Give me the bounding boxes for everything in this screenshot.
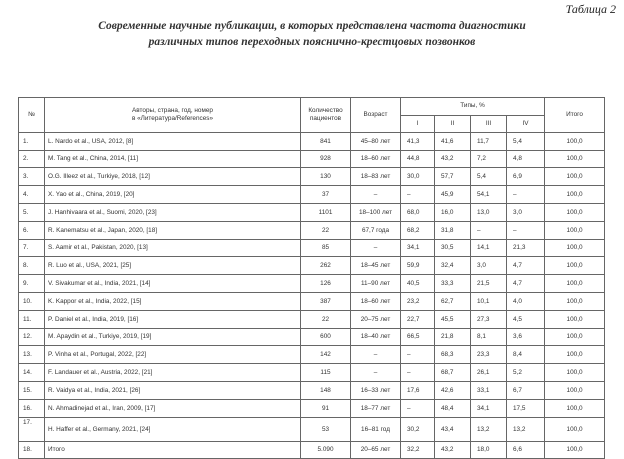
row-type-iii: 11,7 <box>471 132 507 150</box>
row-total: 100,0 <box>545 364 605 382</box>
table-row <box>19 203 605 221</box>
row-type-iii: 13,2 <box>471 417 507 441</box>
row-total: 100,0 <box>545 257 605 275</box>
row-authors: P. Daniel et al., India, 2019, [16] <box>45 310 301 328</box>
row-type-iv: – <box>507 221 545 239</box>
row-type-iii: 26,1 <box>471 364 507 382</box>
row-type-iii: 23,3 <box>471 346 507 364</box>
row-type-iv: 6,6 <box>507 441 545 459</box>
row-patients: 1101 <box>301 203 351 221</box>
row-type-iii: 8,1 <box>471 328 507 346</box>
row-type-iv: 13,2 <box>507 417 545 441</box>
row-age: 11–90 лет <box>351 275 401 293</box>
row-type-i: – <box>401 346 435 364</box>
row-type-iv: 6,7 <box>507 381 545 399</box>
row-patients: 22 <box>301 221 351 239</box>
row-age: 20–65 лет <box>351 441 401 459</box>
row-type-iii: 34,1 <box>471 399 507 417</box>
table-row <box>19 257 605 275</box>
row-authors: K. Kappor et al., India, 2022, [15] <box>45 292 301 310</box>
row-patients: 600 <box>301 328 351 346</box>
row-number: 4. <box>19 186 45 204</box>
header-type-iii: III <box>471 115 507 132</box>
header-authors-line2: в «Литература/References» <box>131 114 214 122</box>
row-number: 15. <box>19 381 45 399</box>
header-authors <box>45 98 301 133</box>
row-type-iv: 4,7 <box>507 275 545 293</box>
row-number: 10. <box>19 292 45 310</box>
row-type-i: 68,0 <box>401 203 435 221</box>
header-patients-line1: Количество <box>308 106 343 114</box>
row-type-iv: 21,3 <box>507 239 545 257</box>
row-authors: S. Aamir et al., Pakistan, 2020, [13] <box>45 239 301 257</box>
row-type-iv: 8,4 <box>507 346 545 364</box>
row-type-iii: 7,2 <box>471 150 507 168</box>
row-type-ii: 43,2 <box>435 441 471 459</box>
row-number: 14. <box>19 364 45 382</box>
table-row <box>19 275 605 293</box>
row-total: 100,0 <box>545 150 605 168</box>
row-type-ii: 32,4 <box>435 257 471 275</box>
row-type-i: 22,7 <box>401 310 435 328</box>
title-line-1: Современные научные публикации, в которых представлена частота диагностики <box>98 20 526 32</box>
row-total: 100,0 <box>545 221 605 239</box>
row-age: 18–83 лет <box>351 168 401 186</box>
row-total: 100,0 <box>545 292 605 310</box>
table-row <box>19 346 605 364</box>
row-type-ii: 68,3 <box>435 346 471 364</box>
title-line-2: различных типов переходных пояснично-крестцовых позвонков <box>148 36 476 48</box>
row-total: 100,0 <box>545 346 605 364</box>
row-type-i: 41,3 <box>401 132 435 150</box>
row-authors: N. Ahmadinejad et al., Iran, 2009, [17] <box>45 399 301 417</box>
row-total: 100,0 <box>545 417 605 441</box>
row-type-iv: 3,0 <box>507 203 545 221</box>
row-age: 16–81 год <box>351 417 401 441</box>
row-type-ii: 62,7 <box>435 292 471 310</box>
row-type-ii: 16,0 <box>435 203 471 221</box>
row-type-iv: 4,8 <box>507 150 545 168</box>
table-row <box>19 132 605 150</box>
row-authors: O.G. Illeez et al., Turkiye, 2018, [12] <box>45 168 301 186</box>
table-row <box>19 417 605 441</box>
table-row <box>19 292 605 310</box>
table-row <box>19 150 605 168</box>
row-type-i: 44,8 <box>401 150 435 168</box>
row-age: 18–45 лет <box>351 257 401 275</box>
row-number: 2. <box>19 150 45 168</box>
row-type-iv: – <box>507 186 545 204</box>
row-authors: J. Hanhivaara et al., Suomi, 2020, [23] <box>45 203 301 221</box>
table-row <box>19 239 605 257</box>
table-title <box>40 18 584 50</box>
header-age: Возраст <box>351 98 401 133</box>
table-row <box>19 381 605 399</box>
row-type-iii: – <box>471 221 507 239</box>
row-type-ii: 48,4 <box>435 399 471 417</box>
table-body <box>19 132 605 459</box>
row-age: – <box>351 239 401 257</box>
row-authors: R. Kanematsu et al., Japan, 2020, [18] <box>45 221 301 239</box>
table-row <box>19 221 605 239</box>
row-authors: P. Vinha et al., Portugal, 2022, [22] <box>45 346 301 364</box>
row-type-iii: 27,3 <box>471 310 507 328</box>
row-age: 20–75 лет <box>351 310 401 328</box>
row-number: 17. <box>19 417 45 441</box>
publications-table-container <box>18 97 604 459</box>
row-number: 1. <box>19 132 45 150</box>
row-type-i: 23,2 <box>401 292 435 310</box>
row-age: 16–33 лет <box>351 381 401 399</box>
row-type-i: 30,0 <box>401 168 435 186</box>
row-age: – <box>351 364 401 382</box>
header-total: Итого <box>545 98 605 133</box>
row-authors: H. Haffer et al., Germany, 2021, [24] <box>45 417 301 441</box>
row-patients: 37 <box>301 186 351 204</box>
row-number: 13. <box>19 346 45 364</box>
header-patients <box>301 98 351 133</box>
row-type-i: 30,2 <box>401 417 435 441</box>
row-total: 100,0 <box>545 186 605 204</box>
row-age: 18–60 лет <box>351 292 401 310</box>
row-type-ii: 33,3 <box>435 275 471 293</box>
row-type-iv: 4,7 <box>507 257 545 275</box>
row-type-iv: 6,9 <box>507 168 545 186</box>
row-type-i: 17,6 <box>401 381 435 399</box>
row-total: 100,0 <box>545 381 605 399</box>
row-total: 100,0 <box>545 239 605 257</box>
row-number: 3. <box>19 168 45 186</box>
row-authors: M. Apaydin et al., Turkiye, 2019, [19] <box>45 328 301 346</box>
table-number-label: Таблица 2 <box>565 2 616 16</box>
row-type-iii: 10,1 <box>471 292 507 310</box>
table-row <box>19 186 605 204</box>
table-row <box>19 441 605 459</box>
row-type-ii: 43,2 <box>435 150 471 168</box>
row-type-ii: 30,5 <box>435 239 471 257</box>
row-authors: X. Yao et al., China, 2019, [20] <box>45 186 301 204</box>
row-type-i: – <box>401 399 435 417</box>
header-type-ii: II <box>435 115 471 132</box>
row-total: 100,0 <box>545 275 605 293</box>
row-type-ii: 57,7 <box>435 168 471 186</box>
row-age: 67,7 года <box>351 221 401 239</box>
row-type-iii: 21,5 <box>471 275 507 293</box>
row-total: 100,0 <box>545 328 605 346</box>
header-types: Типы, % <box>401 98 545 116</box>
row-number: 7. <box>19 239 45 257</box>
row-patients: 22 <box>301 310 351 328</box>
row-type-iii: 14,1 <box>471 239 507 257</box>
row-type-iii: 54,1 <box>471 186 507 204</box>
row-type-i: – <box>401 364 435 382</box>
row-authors: F. Landauer et al., Austria, 2022, [21] <box>45 364 301 382</box>
row-type-iv: 17,5 <box>507 399 545 417</box>
row-patients: 148 <box>301 381 351 399</box>
row-age: – <box>351 346 401 364</box>
row-number: 9. <box>19 275 45 293</box>
row-type-iv: 5,2 <box>507 364 545 382</box>
row-type-iv: 3,6 <box>507 328 545 346</box>
row-patients: 130 <box>301 168 351 186</box>
row-age: – <box>351 186 401 204</box>
table-row <box>19 310 605 328</box>
row-age: 18–40 лет <box>351 328 401 346</box>
row-patients: 5.090 <box>301 441 351 459</box>
row-number: 8. <box>19 257 45 275</box>
row-total: 100,0 <box>545 203 605 221</box>
row-patients: 91 <box>301 399 351 417</box>
row-authors: R. Luo et al., USA, 2021, [25] <box>45 257 301 275</box>
row-number: 18. <box>19 441 45 459</box>
row-number: 6. <box>19 221 45 239</box>
row-patients: 928 <box>301 150 351 168</box>
row-type-i: 32,2 <box>401 441 435 459</box>
row-age: 18–100 лет <box>351 203 401 221</box>
row-age: 45–80 лет <box>351 132 401 150</box>
publications-table <box>18 97 605 459</box>
row-type-i: 66,5 <box>401 328 435 346</box>
row-type-ii: 42,6 <box>435 381 471 399</box>
row-total: 100,0 <box>545 310 605 328</box>
row-authors: M. Tang et al., China, 2014, [11] <box>45 150 301 168</box>
row-number: 16. <box>19 399 45 417</box>
row-total: 100,0 <box>545 399 605 417</box>
row-type-ii: 21,8 <box>435 328 471 346</box>
row-type-iii: 5,4 <box>471 168 507 186</box>
row-type-iv: 4,5 <box>507 310 545 328</box>
row-type-i: 68,2 <box>401 221 435 239</box>
row-authors: L. Nardo et al., USA, 2012, [8] <box>45 132 301 150</box>
row-type-iii: 18,0 <box>471 441 507 459</box>
row-type-i: 40,5 <box>401 275 435 293</box>
row-type-iii: 33,1 <box>471 381 507 399</box>
row-authors: R. Vaidya et al., India, 2021, [26] <box>45 381 301 399</box>
row-patients: 841 <box>301 132 351 150</box>
row-age: 18–60 лет <box>351 150 401 168</box>
header-type-iv: IV <box>507 115 545 132</box>
table-row <box>19 364 605 382</box>
row-number: 11. <box>19 310 45 328</box>
row-patients: 115 <box>301 364 351 382</box>
row-type-i: 59,9 <box>401 257 435 275</box>
table-row <box>19 328 605 346</box>
row-patients: 126 <box>301 275 351 293</box>
row-type-i: 34,1 <box>401 239 435 257</box>
row-type-ii: 31,8 <box>435 221 471 239</box>
row-number: 12. <box>19 328 45 346</box>
row-type-ii: 45,5 <box>435 310 471 328</box>
row-type-iv: 5,4 <box>507 132 545 150</box>
row-type-ii: 41,6 <box>435 132 471 150</box>
table-row <box>19 399 605 417</box>
row-patients: 142 <box>301 346 351 364</box>
row-number: 5. <box>19 203 45 221</box>
row-patients: 387 <box>301 292 351 310</box>
row-type-ii: 68,7 <box>435 364 471 382</box>
header-patients-line2: пациентов <box>309 114 342 122</box>
row-patients: 85 <box>301 239 351 257</box>
row-type-iii: 13,0 <box>471 203 507 221</box>
row-age: 18–77 лет <box>351 399 401 417</box>
row-total: 100,0 <box>545 441 605 459</box>
table-row <box>19 168 605 186</box>
row-authors: V. Sivakumar et al., India, 2021, [14] <box>45 275 301 293</box>
row-type-iv: 4,0 <box>507 292 545 310</box>
row-patients: 53 <box>301 417 351 441</box>
header-authors-line1: Авторы, страна, год, номер <box>132 106 213 114</box>
row-total: 100,0 <box>545 168 605 186</box>
row-type-i: – <box>401 186 435 204</box>
row-authors: Итого <box>45 441 301 459</box>
header-num: № <box>19 98 45 133</box>
row-patients: 262 <box>301 257 351 275</box>
row-type-ii: 45,9 <box>435 186 471 204</box>
header-type-i: I <box>401 115 435 132</box>
row-total: 100,0 <box>545 132 605 150</box>
row-type-ii: 43,4 <box>435 417 471 441</box>
row-type-iii: 3,0 <box>471 257 507 275</box>
